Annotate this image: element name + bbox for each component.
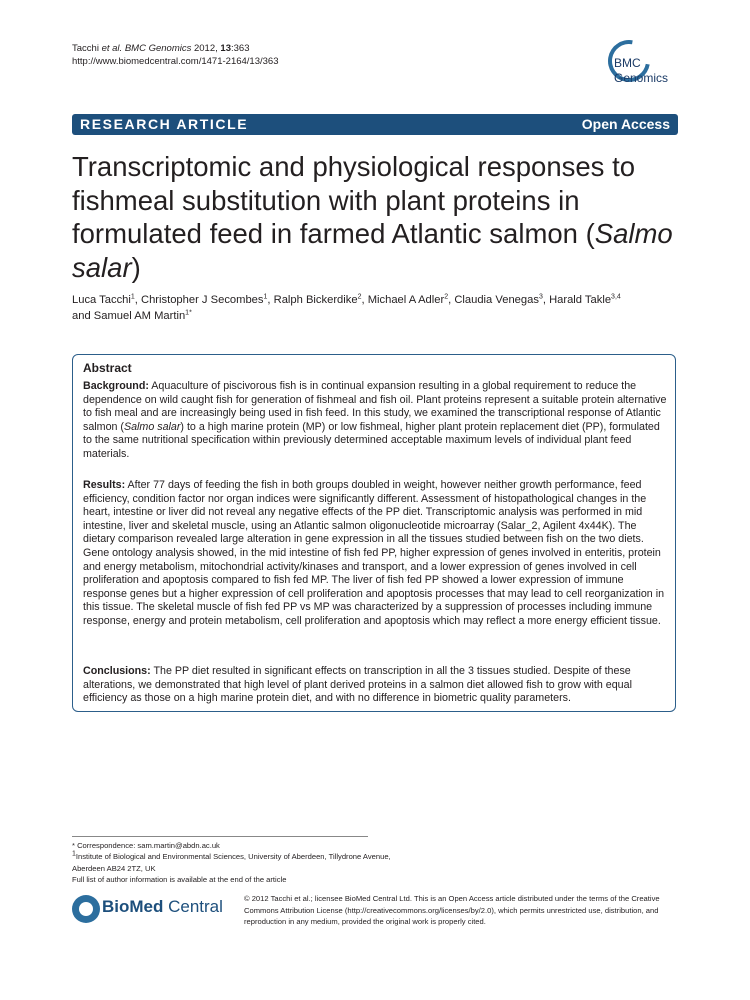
abstract-box (72, 354, 676, 712)
affiliation-text: Institute of Biological and Environmental Sciences, University of Aberdeen, Tillydrone Avenue, Aberdeen AB24 2TZ, UK (72, 852, 391, 873)
background-text-1: Aquaculture of piscivorous fish is in continual expansion resulting in a global requirement to reduce the dependence on wild caught fish for generation of fishmeal and fish oil. Plant proteins represent a suitable protein alternative to fish meal and are increasingly being used in fish feed. In this study, we examined the transcriptional response of Atlantic salmon ( (83, 380, 667, 433)
author-name: Claudia Venegas (454, 294, 539, 306)
abstract-background (83, 380, 669, 462)
correspondence-note: * Correspondence: sam.martin@abdn.ac.uk (72, 841, 220, 850)
article-type-banner (72, 114, 678, 135)
author (549, 294, 621, 306)
author-affiliation-mark: 1 (130, 293, 135, 301)
author (72, 294, 141, 306)
author-separator: , (542, 294, 550, 306)
results-label: Results: (83, 479, 126, 491)
title-paren-open: ( (585, 218, 595, 249)
abstract-heading: Abstract (83, 361, 132, 375)
author (141, 294, 274, 306)
author-affiliation-mark: 2 (357, 293, 362, 301)
title-species: Salmo salar (72, 218, 673, 283)
author-separator: , (361, 294, 368, 306)
author (368, 294, 455, 306)
author-affiliation-mark: 1 (263, 293, 268, 301)
affiliation-number: 1 (72, 850, 76, 858)
biomed-central-logo (72, 893, 222, 927)
header-et-al: et al. (101, 43, 123, 54)
biomed-wordmark (102, 897, 223, 917)
results-text: After 77 days of feeding the fish in both groups doubled in weight, however neither growth performance, feed efficiency, condition factor nor organ indices were significantly different. Assessment of histopathological changes in the heart, intestine or liver did not reveal any negative effects of the PP diet. Transcriptomic analysis was performed in mid intestine, liver and skeletal muscle, using an Atlantic salmon oligonucleotide microarray (Salar_2, Agilent 4x44K). The dietary comparison revealed large alteration in gene expression in all the tissues studied between fish on the two diets. Gene ontology analysis showed, in the mid intestine of fish fed PP, higher expression of genes involved in enteritis, protein and energy metabolism, mitochondrial activity/kinases and transport, and a lower expression of genes involved in cell proliferation and apoptosis compared to fish fed MP. The liver of fish fed PP showed a lower expression of immune response genes but a higher expression of cell proliferation and apoptosis processes that may lead to cell reorganization in this tissue. The skeletal muscle of fish fed PP vs MP was characterized by a suppression of processes including immune response, energy and protein metabolism, cell proliferation and apoptosis which may reflect a more energy efficient tissue. (83, 479, 665, 627)
conclusions-label: Conclusions: (83, 665, 151, 677)
article-type-label: RESEARCH ARTICLE (80, 116, 249, 132)
citation-line (72, 42, 279, 55)
abstract-conclusions (83, 665, 669, 706)
author (72, 310, 192, 322)
author-name: and Samuel AM Martin (72, 309, 186, 322)
author-separator: , (448, 294, 455, 306)
author-affiliation-mark: 2 (444, 293, 449, 301)
logo-text-genomics: Genomics (614, 71, 669, 85)
article-url[interactable]: http://www.biomedcentral.com/1471-2164/13/363 (72, 56, 279, 67)
author-affiliation-mark: 3 (538, 293, 543, 301)
footnote-divider (72, 836, 368, 837)
open-access-label: Open Access (581, 116, 670, 132)
wordmark-regular: Central (163, 897, 223, 916)
wordmark-bold: BioMed (102, 897, 164, 916)
author-affiliation-mark: 3,4 (611, 293, 621, 301)
header-volume: 13 (220, 43, 231, 54)
conclusions-text: The PP diet resulted in significant effects on transcription in all the 3 tissues studied. Despite of these alterations, we demonstrated that high level of plant derived proteins in a salmon diet allowed fish to grow with equal efficiency as those on a high marine protein diet, and with no difference in biometric quality parameters. (83, 665, 632, 705)
footnotes (72, 840, 392, 886)
background-label: Background: (83, 380, 149, 392)
header-author: Tacchi (72, 43, 99, 54)
running-header (72, 42, 279, 68)
license-statement: © 2012 Tacchi et al.; licensee BioMed Central Ltd. This is an Open Access article distributed under the terms of the Creative Commons Attribution License (http://creativecommons.org/licenses/by/2.0), which permits unrestricted use, distribution, and reproduction in any medium, provided the original work is properly cited. (244, 894, 660, 927)
author-affiliation-mark: 1* (185, 308, 192, 316)
author (454, 294, 549, 306)
author-name: Ralph Bickerdike (273, 294, 358, 306)
biomed-circle-icon (72, 895, 100, 923)
bmc-genomics-logo (596, 38, 688, 98)
author-name: Christopher J Secombes (141, 294, 264, 306)
background-text-2: ) to a high marine protein (MP) or low fishmeal, higher plant protein replacement diet (PP), formulated to the same nutritional specification within previously determined acceptable maximum levels of individual plant feed materials. (83, 420, 660, 460)
author-name: Michael A Adler (367, 294, 445, 306)
author (274, 294, 368, 306)
author-name: Harald Takle (549, 294, 612, 306)
author-info-note: Full list of author information is available at the end of the article (72, 875, 287, 885)
header-pages: :363 (230, 43, 250, 54)
logo-text-bmc: BMC (614, 56, 641, 70)
author-separator: , (267, 294, 274, 306)
header-year: 2012, (193, 43, 218, 54)
author-list (72, 293, 682, 324)
background-species: Salmo salar (123, 420, 181, 433)
title-paren-close: ) (131, 251, 141, 283)
affiliation-note (72, 851, 392, 874)
author-name: Luca Tacchi (72, 294, 131, 306)
abstract-results (83, 479, 669, 629)
article-title (72, 150, 682, 284)
author-separator: , (134, 294, 141, 306)
header-journal: BMC Genomics (124, 43, 192, 54)
title-main: Transcriptomic and physiological responses to fishmeal substitution with plant proteins in formulated feed in farmed Atlantic salmon (72, 151, 635, 249)
